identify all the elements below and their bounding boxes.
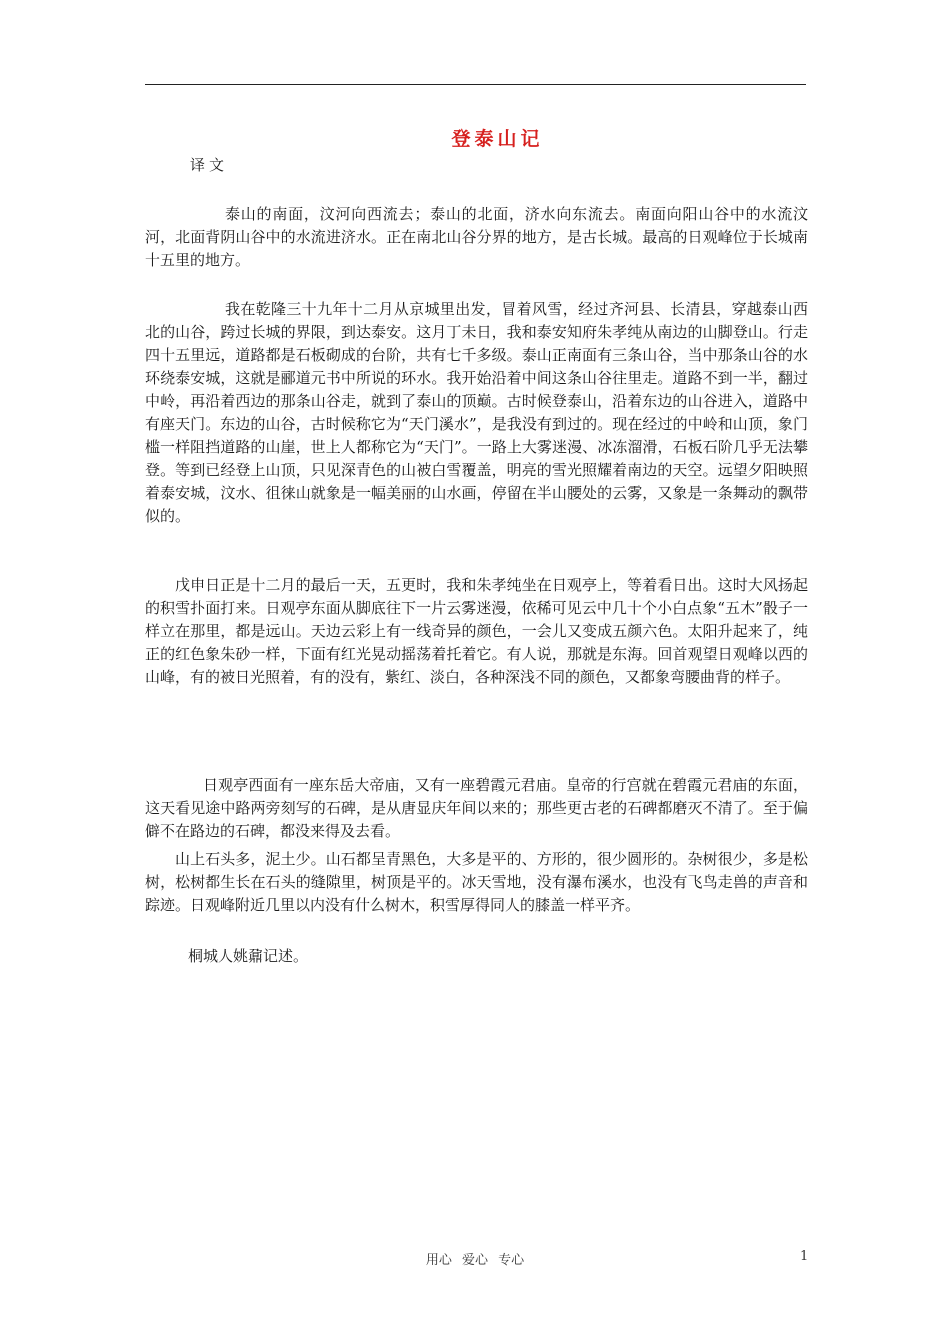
document-subtitle: 译文 xyxy=(190,156,229,174)
paragraph-1: 泰山的南面，汶河向西流去；泰山的北面，济水向东流去。南面向阳山谷中的水流汶河，北面背阴山谷中的水流进济水。正在南北山谷分界的地方，是古长城。最高的日观峰位于长城南十五里的地方。 xyxy=(145,205,808,269)
paragraph-3: 戊申日正是十二月的最后一天，五更时，我和朱孝纯坐在日观亭上，等着看日出。这时大风扬起的积雪扑面打来。日观亭东面从脚底往下一片云雾迷漫，依稀可见云中几十个小白点象“五木”骰子一样立在那里，都是远山。天边云彩上有一线奇异的颜色，一会儿又变成五颜六色。太阳升起来了，纯正的红色象朱砂一样，下面有红光晃动摇荡着托着它。有人说，那就是东海。回首观望日观峰以西的山峰，有的被日光照着，有的没有，紫红、淡白，各种深浅不同的颜色，又都象弯腰曲背的样子。 xyxy=(145,576,808,686)
page-number: 1 xyxy=(800,1249,809,1264)
paragraph-2: 我在乾隆三十九年十二月从京城里出发，冒着风雪，经过齐河县、长清县，穿越泰山西北的山谷，跨过长城的界限，到达泰安。这月丁未日，我和泰安知府朱孝纯从南边的山脚登山。行走四十五里远，道路都是石板砌成的台阶，共有七千多级。泰山正南面有三条山谷，当中那条山谷的水环绕泰安城，这就是郦道元书中所说的环水。我开始沿着中间这条山谷往里走。道路不到一半，翻过中岭，再沿着西边的那条山谷走，就到了泰山的顶巅。古时候登泰山，沿着东边的山谷进入，道路中有座天门。东边的山谷，古时候称它为“天门溪水”，是我没有到过的。现在经过的中岭和山顶，象门槛一样阻挡道路的山崖，世上人都称它为“天门”。一路上大雾迷漫、冰冻溜滑，石板石阶几乎无法攀登。等到已经登上山顶，只见深青色的山被白雪覆盖，明亮的雪光照耀着南边的天空。远望夕阳映照着泰安城，汶水、徂徕山就象是一幅美丽的山水画，停留在半山腰处的云雾，又象是一条舞动的飘带似的。 xyxy=(145,300,808,525)
paragraph-4: 日观亭西面有一座东岳大帝庙，又有一座碧霞元君庙。皇帝的行宫就在碧霞元君庙的东面，这天看见途中路两旁刻写的石碑，是从唐显庆年间以来的；那些更古老的石碑都磨灭不清了。至于偏僻不在路边的石碑，都没来得及去看。 xyxy=(145,776,808,840)
header-rule xyxy=(145,84,806,85)
document-title: 登泰山记 xyxy=(451,128,544,150)
footer-motto: 用心 爱心 专心 xyxy=(425,1253,525,1268)
author-signoff: 桐城人姚鼐记述。 xyxy=(188,947,309,965)
paragraph-5: 山上石头多，泥土少。山石都呈青黑色，大多是平的、方形的，很少圆形的。杂树很少，多是松树，松树都生长在石头的缝隙里，树顶是平的。冰天雪地，没有瀑布溪水，也没有飞鸟走兽的声音和踪迹。日观峰附近几里以内没有什么树木，积雪厚得同人的膝盖一样平齐。 xyxy=(145,850,808,914)
